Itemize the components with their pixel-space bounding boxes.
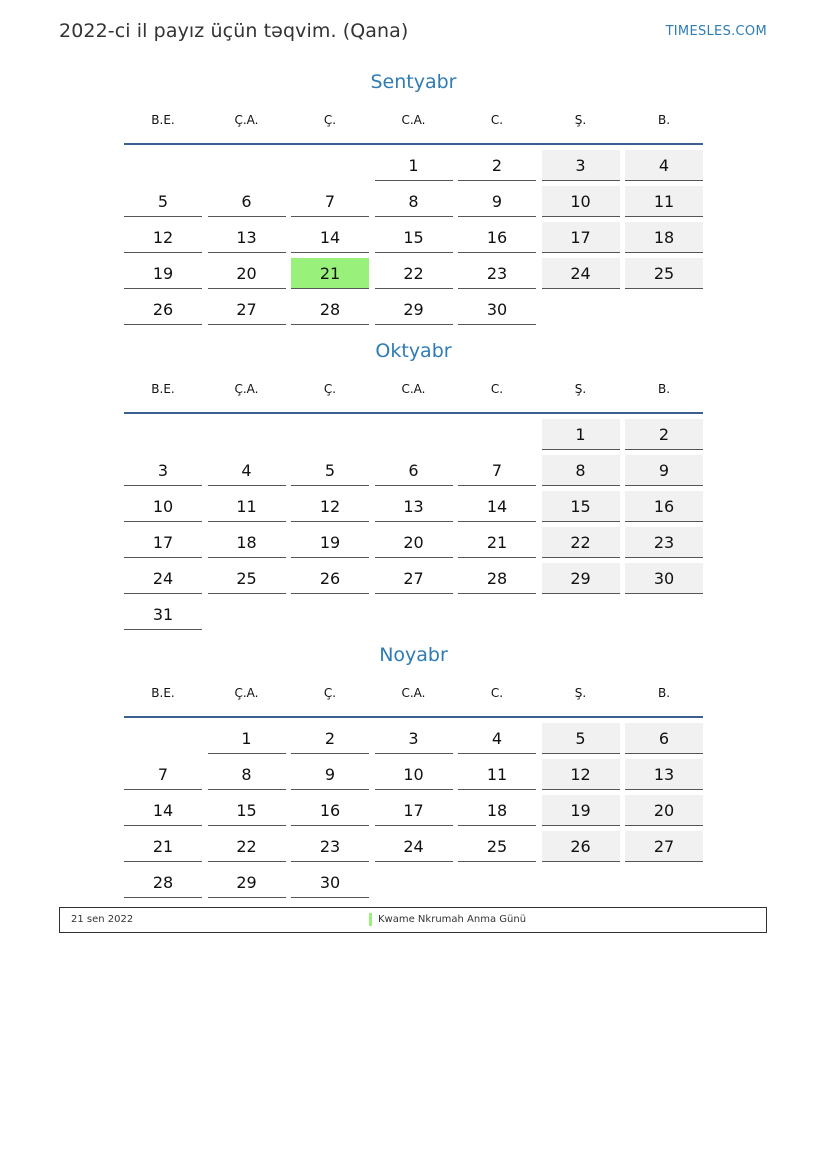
holiday-color-swatch [369,913,372,926]
day-cell: 12 [291,491,369,522]
day-cell: 4 [458,723,536,754]
weekday-label: Ç. [323,113,337,127]
day-cell: 25 [625,258,703,289]
day-cell: 25 [458,831,536,862]
day-cell: 1 [542,419,620,450]
day-cell: 18 [625,222,703,253]
day-cell: 17 [542,222,620,253]
day-cell: 2 [625,419,703,450]
weekday-label: C.A. [401,113,426,127]
holiday-name: Kwame Nkrumah Anma Günü [378,914,527,925]
day-cell: 3 [124,455,202,486]
empty-cell [291,419,369,450]
day-cell: 23 [458,258,536,289]
month-october [124,337,703,630]
day-cell: 4 [625,150,703,181]
day-cell: 29 [208,867,286,898]
day-cell: 26 [291,563,369,594]
day-cell: 13 [625,759,703,790]
day-cell: 5 [542,723,620,754]
day-cell: 12 [542,759,620,790]
month-name: Sentyabr [370,71,457,93]
weekday-label: Ş. [574,382,587,396]
day-cell: 19 [291,527,369,558]
weekday-label: Ç.A. [234,382,259,396]
day-cell: 11 [625,186,703,217]
day-cell: 30 [291,867,369,898]
month-september [124,68,703,325]
empty-cell [208,150,286,181]
day-cell: 3 [375,723,453,754]
day-cell: 11 [208,491,286,522]
holiday-date: 21 sen 2022 [71,914,134,925]
day-grid [124,150,703,325]
empty-cell [124,150,202,181]
day-cell: 28 [124,867,202,898]
day-cell: 24 [124,563,202,594]
day-cell: 8 [542,455,620,486]
month-name: Noyabr [379,644,448,666]
day-cell: 13 [208,222,286,253]
day-cell: 14 [291,222,369,253]
weekday-label: B.E. [151,686,175,700]
weekday-label: B.E. [151,382,175,396]
day-cell: 14 [124,795,202,826]
day-cell: 15 [542,491,620,522]
weekday-label: C. [490,382,504,396]
holiday-day-cell: 21 [291,258,369,289]
day-cell: 8 [375,186,453,217]
weekday-label: B.E. [151,113,175,127]
day-cell: 8 [208,759,286,790]
day-cell: 26 [124,294,202,325]
day-cell: 31 [124,599,202,630]
day-cell: 7 [458,455,536,486]
page-title: 2022-ci il payız üçün təqvim. (Qana) [59,20,409,42]
day-cell: 14 [458,491,536,522]
weekday-header [124,674,703,718]
day-cell: 22 [542,527,620,558]
day-cell: 27 [625,831,703,862]
day-cell: 5 [124,186,202,217]
day-cell: 16 [458,222,536,253]
brand-link[interactable]: TIMESLES.COM [665,24,767,39]
day-cell: 2 [458,150,536,181]
day-cell: 15 [375,222,453,253]
weekday-label: C.A. [401,382,426,396]
weekday-label: Ş. [574,686,587,700]
empty-cell [124,723,202,754]
weekday-label: Ş. [574,113,587,127]
day-grid [124,419,703,630]
day-cell: 29 [375,294,453,325]
empty-cell [291,150,369,181]
day-cell: 29 [542,563,620,594]
day-cell: 10 [542,186,620,217]
day-cell: 28 [458,563,536,594]
day-cell: 16 [625,491,703,522]
empty-cell [208,419,286,450]
day-cell: 22 [208,831,286,862]
weekday-label: C.A. [401,686,426,700]
day-cell: 7 [124,759,202,790]
weekday-label: Ç. [323,686,337,700]
day-cell: 3 [542,150,620,181]
empty-cell [124,419,202,450]
day-cell: 22 [375,258,453,289]
day-cell: 6 [375,455,453,486]
day-cell: 4 [208,455,286,486]
day-cell: 27 [375,563,453,594]
day-cell: 18 [208,527,286,558]
day-cell: 21 [458,527,536,558]
day-cell: 19 [124,258,202,289]
day-cell: 11 [458,759,536,790]
day-cell: 17 [375,795,453,826]
day-cell: 18 [458,795,536,826]
weekday-label: B. [657,113,671,127]
day-cell: 25 [208,563,286,594]
day-cell: 10 [124,491,202,522]
weekday-label: B. [657,382,671,396]
empty-cell [458,419,536,450]
weekday-label: Ç.A. [234,686,259,700]
day-cell: 24 [375,831,453,862]
day-cell: 9 [291,759,369,790]
day-cell: 7 [291,186,369,217]
day-cell: 12 [124,222,202,253]
day-cell: 20 [625,795,703,826]
weekday-label: C. [490,113,504,127]
day-cell: 23 [625,527,703,558]
day-cell: 20 [375,527,453,558]
day-cell: 1 [208,723,286,754]
month-november [124,641,703,898]
day-cell: 13 [375,491,453,522]
day-cell: 26 [542,831,620,862]
day-cell: 1 [375,150,453,181]
day-cell: 19 [542,795,620,826]
day-cell: 9 [625,455,703,486]
day-cell: 27 [208,294,286,325]
weekday-header [124,101,703,145]
empty-cell [375,419,453,450]
day-cell: 21 [124,831,202,862]
day-cell: 6 [625,723,703,754]
weekday-label: C. [490,686,504,700]
month-name: Oktyabr [375,340,452,362]
day-cell: 23 [291,831,369,862]
weekday-label: B. [657,686,671,700]
day-cell: 24 [542,258,620,289]
day-grid [124,723,703,898]
day-cell: 5 [291,455,369,486]
day-cell: 15 [208,795,286,826]
day-cell: 30 [458,294,536,325]
day-cell: 9 [458,186,536,217]
weekday-header [124,370,703,414]
weekday-label: Ç. [323,382,337,396]
holiday-legend [59,907,767,933]
day-cell: 2 [291,723,369,754]
day-cell: 28 [291,294,369,325]
day-cell: 6 [208,186,286,217]
day-cell: 30 [625,563,703,594]
day-cell: 10 [375,759,453,790]
day-cell: 16 [291,795,369,826]
day-cell: 17 [124,527,202,558]
weekday-label: Ç.A. [234,113,259,127]
day-cell: 20 [208,258,286,289]
